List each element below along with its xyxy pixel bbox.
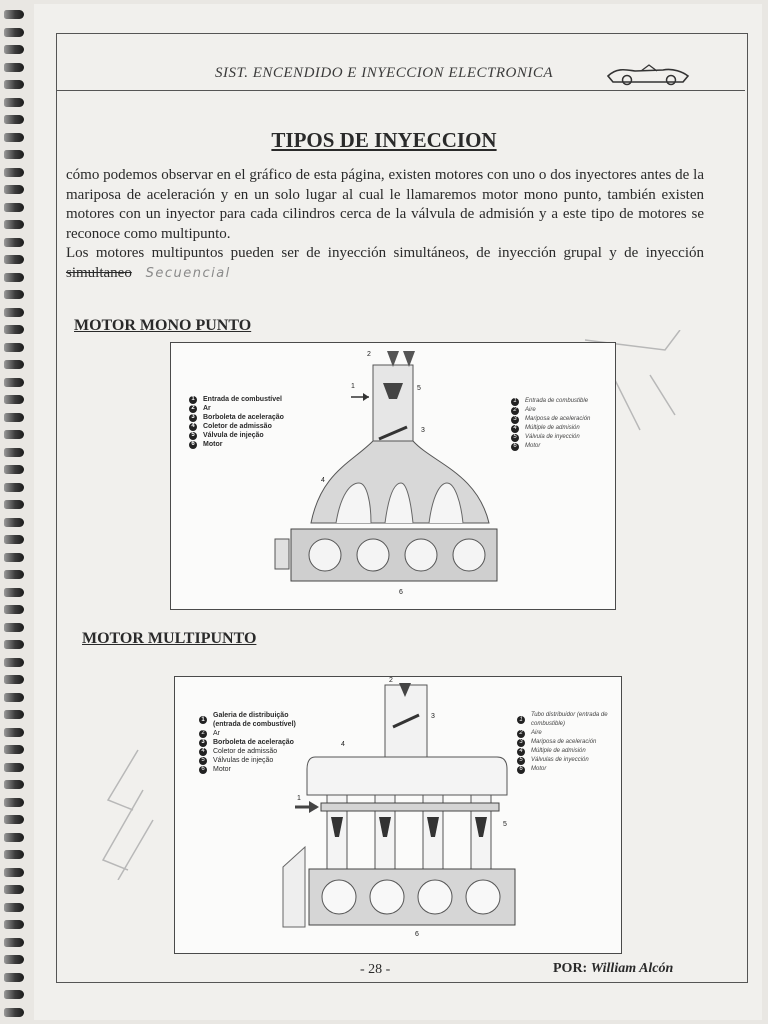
binding-ring [4,535,24,544]
binding-ring [4,168,24,177]
heading-motor-mono-punto: MOTOR MONO PUNTO [74,317,252,334]
legend-mono-spanish: 1 Entrada de combustible 2 Aire 3 Mariposa de aceleración 4 Múltiple de admisión 5 Válvula de inyección 6 Motor [511,397,590,451]
callout-4: 4 [341,741,345,748]
binding-ring [4,360,24,369]
binding-ring [4,413,24,422]
binding-ring [4,28,24,37]
callout-1: 1 [297,795,301,802]
binding-ring [4,465,24,474]
binding-ring [4,955,24,964]
handwritten-note: Secuencial [145,265,231,281]
mono-engine-diagram [171,343,615,609]
binding-ring [4,273,24,282]
binding-ring [4,483,24,492]
binding-ring [4,430,24,439]
binding-ring [4,990,24,999]
binding-ring [4,45,24,54]
header-title: SIST. ENCENDIDO E INYECCION ELECTRONICA [215,65,553,81]
binding-ring [4,850,24,859]
page-number: - 28 - [360,962,391,977]
binding-ring [4,710,24,719]
binding-ring [4,448,24,457]
legend-multi-portuguese: 1 Galeria de distribuição (entrada de combustível) 2 Ar 3 Borboleta de aceleração 4 Coletor de admissão 5 Válvulas de injeção 6 Motor [199,711,313,774]
binding-ring [4,675,24,684]
binding-ring [4,308,24,317]
binding-ring [4,1008,24,1017]
callout-6: 6 [399,589,403,596]
binding-ring [4,798,24,807]
paragraph-2 [66,244,704,283]
binding-ring [4,395,24,404]
legend-mono-portuguese: 1 Entrada de combustível 2 Ar 3 Borboleta de aceleração 4 Coletor de admissão 5 Válvula de injeção 6 Motor [189,395,284,449]
binding-ring [4,780,24,789]
binding-ring [4,220,24,229]
spiral-binding [0,0,34,1024]
binding-ring [4,500,24,509]
binding-ring [4,518,24,527]
callout-6: 6 [415,931,419,938]
callout-5: 5 [503,821,507,828]
binding-ring [4,378,24,387]
callout-2: 2 [389,677,393,684]
binding-ring [4,605,24,614]
figure-multipunto [174,676,622,954]
multi-engine-diagram [175,677,621,953]
binding-ring [4,98,24,107]
binding-ring [4,938,24,947]
binding-ring [4,885,24,894]
binding-ring [4,80,24,89]
binding-ring [4,115,24,124]
race-car-logo [605,62,691,88]
author-credit [553,961,673,977]
binding-ring [4,255,24,264]
binding-ring [4,973,24,982]
binding-ring [4,290,24,299]
paragraph-1: cómo podemos observar en el gráfico de esta página, existen motores con uno o dos inyectores antes de la mariposa de aceleración y en un solo lugar al cual le llamaremos motor mono punto, también existen motores con un inyector para cada cilindros cerca de la válvula de admisión y a este tipo de motores se reconoce como multipunto. [66,167,704,242]
binding-ring [4,553,24,562]
callout-3: 3 [431,713,435,720]
author-label: POR: [553,961,588,976]
heading-motor-multipunto: MOTOR MULTIPUNTO [82,630,257,647]
binding-ring [4,325,24,334]
binding-ring [4,343,24,352]
callout-5: 5 [417,385,421,392]
page-title: TIPOS DE INYECCION [271,128,497,152]
binding-ring [4,745,24,754]
binding-ring [4,570,24,579]
binding-ring [4,640,24,649]
binding-ring [4,815,24,824]
binding-ring [4,763,24,772]
callout-2: 2 [367,351,371,358]
figure-mono-punto [170,342,616,610]
body-text [66,166,704,283]
binding-ring [4,588,24,597]
binding-ring [4,185,24,194]
binding-ring [4,920,24,929]
binding-ring [4,238,24,247]
legend-multi-spanish: 1 Tubo distribuidor (entrada de combustible) 2 Aire 3 Mariposa de aceleración 4 Múltiple de admisión 5 Válvulas de inyección 6 Motor [517,711,611,774]
callout-1: 1 [351,383,355,390]
binding-ring [4,868,24,877]
callout-4: 4 [321,477,325,484]
binding-ring [4,623,24,632]
paragraph-2-text: Los motores multipuntos pueden ser de inyección simultáneos, de inyección grupal y de inyección [66,245,704,261]
binding-ring [4,833,24,842]
callout-3: 3 [421,427,425,434]
binding-ring [4,10,24,19]
binding-ring [4,693,24,702]
struck-word: simultaneo [66,264,132,281]
author-name: William Alcón [590,961,674,976]
binding-ring [4,658,24,667]
binding-ring [4,728,24,737]
binding-ring [4,903,24,912]
binding-ring [4,63,24,72]
binding-ring [4,203,24,212]
